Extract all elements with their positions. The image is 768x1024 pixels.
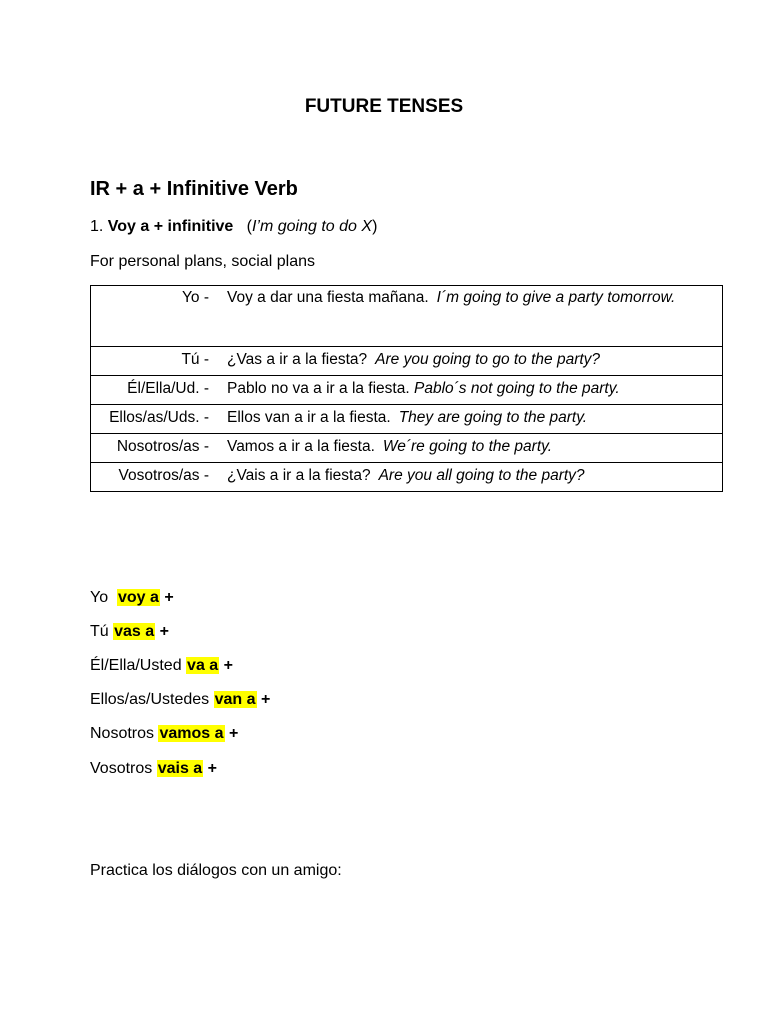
plus-sign: + <box>223 657 233 674</box>
pronoun: Nosotros <box>90 725 159 742</box>
spanish-example: Voy a dar una fiesta mañana. <box>227 289 429 306</box>
plus-sign: + <box>159 623 169 640</box>
verb-form-highlight: vais a <box>157 760 203 777</box>
verb-form-highlight: voy a <box>118 589 159 606</box>
subject-cell: Ellos/as/Uds. - <box>91 405 214 434</box>
example-cell <box>213 347 723 376</box>
english-translation: We´re going to the party. <box>382 438 553 455</box>
table-row <box>91 434 723 463</box>
table-row <box>91 405 723 434</box>
example-cell <box>213 463 723 492</box>
subject-cell: Vosotros/as - <box>91 463 214 492</box>
subject-cell: Yo - <box>91 286 214 347</box>
pronoun: Yo <box>90 589 113 606</box>
pronoun: Tú <box>90 623 114 640</box>
verb-form-highlight: vamos a <box>159 725 224 742</box>
plus-sign: + <box>164 589 174 606</box>
examples-table <box>90 285 723 492</box>
subject-cell: Tú - <box>91 347 214 376</box>
spanish-example: Vamos a ir a la fiesta. <box>227 438 375 455</box>
practice-instruction: Practica los diálogos con un amigo: <box>90 862 342 879</box>
example-cell <box>213 286 723 347</box>
spanish-example: ¿Vais a ir a la fiesta? <box>227 467 371 484</box>
paren-close: ) <box>372 218 378 235</box>
page-title: FUTURE TENSES <box>304 96 464 117</box>
spanish-example: Pablo no va a ir a la fiesta. <box>227 380 410 397</box>
spanish-example: Ellos van a ir a la fiesta. <box>227 409 391 426</box>
plus-sign: + <box>228 725 239 742</box>
pronoun: Ellos/as/Ustedes <box>90 691 214 708</box>
conjugation-line <box>90 760 217 778</box>
conjugation-line <box>90 623 169 641</box>
table-row <box>91 286 723 347</box>
verb-form-highlight: van a <box>214 691 256 708</box>
table-row <box>91 376 723 405</box>
section-heading: IR + a + Infinitive Verb <box>90 178 298 200</box>
spanish-example: ¿Vas a ir a la fiesta? <box>227 351 368 368</box>
table-row <box>91 347 723 376</box>
english-translation: Pablo´s not going to the party. <box>413 380 620 397</box>
subject-cell: Nosotros/as - <box>91 434 214 463</box>
rule-line <box>90 218 377 236</box>
conjugation-line <box>90 725 238 743</box>
english-translation: Are you all going to the party? <box>378 467 585 484</box>
rule-translation: I’m going to do X <box>251 218 373 235</box>
pronoun: Él/Ella/Usted <box>90 657 187 674</box>
conjugation-line <box>90 589 174 607</box>
plus-sign: + <box>260 691 271 708</box>
rule-number: 1. <box>90 218 108 235</box>
subject-cell: Él/Ella/Ud. - <box>91 376 214 405</box>
usage-note: For personal plans, social plans <box>90 253 316 270</box>
example-cell <box>213 405 723 434</box>
table-row <box>91 463 723 492</box>
english-translation: I´m going to give a party tomorrow. <box>436 289 676 306</box>
pronoun: Vosotros <box>90 760 157 777</box>
example-cell <box>213 376 723 405</box>
example-cell <box>213 434 723 463</box>
conjugation-line <box>90 657 233 675</box>
rule-formula: Voy a + infinitive <box>107 218 234 235</box>
plus-sign: + <box>207 760 217 777</box>
english-translation: Are you going to go to the party? <box>375 351 601 368</box>
verb-form-highlight: va a <box>187 657 219 674</box>
verb-form-highlight: vas a <box>114 623 155 640</box>
english-translation: They are going to the party. <box>398 409 588 426</box>
conjugation-line <box>90 691 270 709</box>
paren-open: ( <box>233 218 252 235</box>
